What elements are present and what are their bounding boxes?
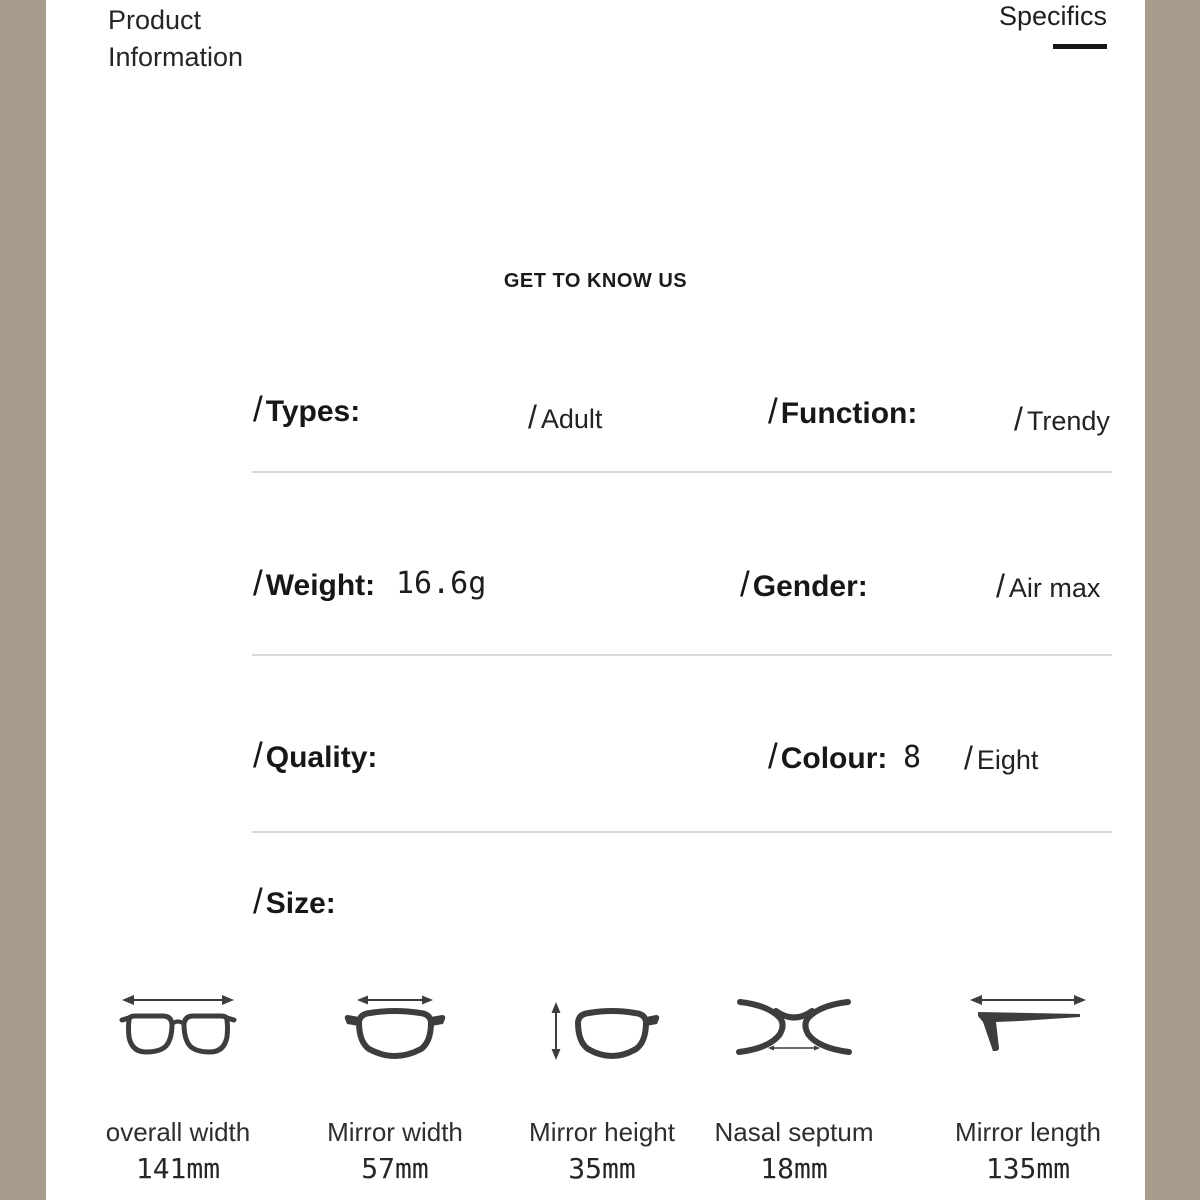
measurement-mirror-height [492, 990, 712, 1183]
left-accent-stripe [0, 0, 46, 1200]
lens-height-icon [492, 990, 712, 1074]
measurement-value: 141mm [135, 1151, 221, 1185]
colour-value [964, 742, 1038, 774]
slash-mark: / [964, 740, 973, 776]
slash-mark: / [253, 564, 263, 603]
gender-value [996, 570, 1100, 602]
section-title-underline [1053, 44, 1107, 49]
weight-value: 16.6g [396, 566, 487, 601]
measurement-overall-width [68, 990, 288, 1183]
measurement-value: 135mm [985, 1151, 1071, 1185]
measurement-nasal-septum [684, 990, 904, 1183]
slash-mark: / [528, 399, 537, 435]
slash-mark: / [1014, 401, 1023, 437]
divider-line [252, 471, 1112, 473]
right-accent-stripe [1145, 0, 1200, 1200]
function-value [1014, 403, 1110, 435]
slash-mark: / [996, 568, 1005, 604]
colour-label [768, 739, 887, 774]
temple-length-icon [918, 990, 1138, 1074]
quality-label-text: Quality: [265, 741, 378, 774]
slash-mark: / [253, 882, 263, 921]
gender-label [740, 567, 868, 602]
types-label [253, 392, 360, 427]
slash-mark: / [253, 390, 263, 429]
glasses-front-icon [68, 990, 288, 1074]
slash-mark: / [740, 565, 750, 604]
slash-mark: / [768, 392, 778, 431]
types-value [528, 401, 602, 433]
function-label [768, 394, 917, 429]
divider-line [252, 831, 1112, 833]
measurement-label: Mirror width [327, 1117, 463, 1147]
colour-label-text: Colour: [780, 742, 888, 775]
measurement-label: Nasal septum [714, 1117, 874, 1147]
divider-line [252, 654, 1112, 656]
measurement-value: 18mm [760, 1151, 828, 1185]
gender-value-text: Air max [1008, 573, 1101, 603]
size-label-text: Size: [265, 887, 336, 920]
size-label [253, 884, 336, 919]
function-value-text: Trendy [1026, 406, 1110, 436]
measurement-mirror-length [918, 990, 1138, 1183]
colour-count: 8 [903, 740, 922, 775]
types-label-text: Types: [265, 395, 361, 428]
gender-label-text: Gender: [752, 570, 868, 603]
function-label-text: Function: [780, 397, 918, 430]
measurement-value: 35mm [568, 1151, 636, 1185]
measurement-mirror-width [285, 990, 505, 1183]
tagline: GET TO KNOW US [503, 270, 688, 292]
slash-mark: / [768, 737, 778, 776]
measurement-label: Mirror height [529, 1117, 675, 1147]
types-value-text: Adult [540, 404, 603, 434]
colour-value-text: Eight [976, 745, 1039, 775]
nasal-septum-icon [684, 990, 904, 1074]
weight-label-text: Weight: [265, 569, 376, 602]
slash-mark: / [253, 736, 263, 775]
measurement-label: Mirror length [955, 1117, 1101, 1147]
measurement-value: 57mm [361, 1151, 429, 1185]
section-title: Specifics [998, 1, 1107, 31]
weight-label [253, 566, 375, 601]
lens-width-icon [285, 990, 505, 1074]
measurement-label: overall width [105, 1117, 251, 1147]
page-title: Product Information [108, 5, 244, 72]
quality-label [253, 738, 377, 773]
